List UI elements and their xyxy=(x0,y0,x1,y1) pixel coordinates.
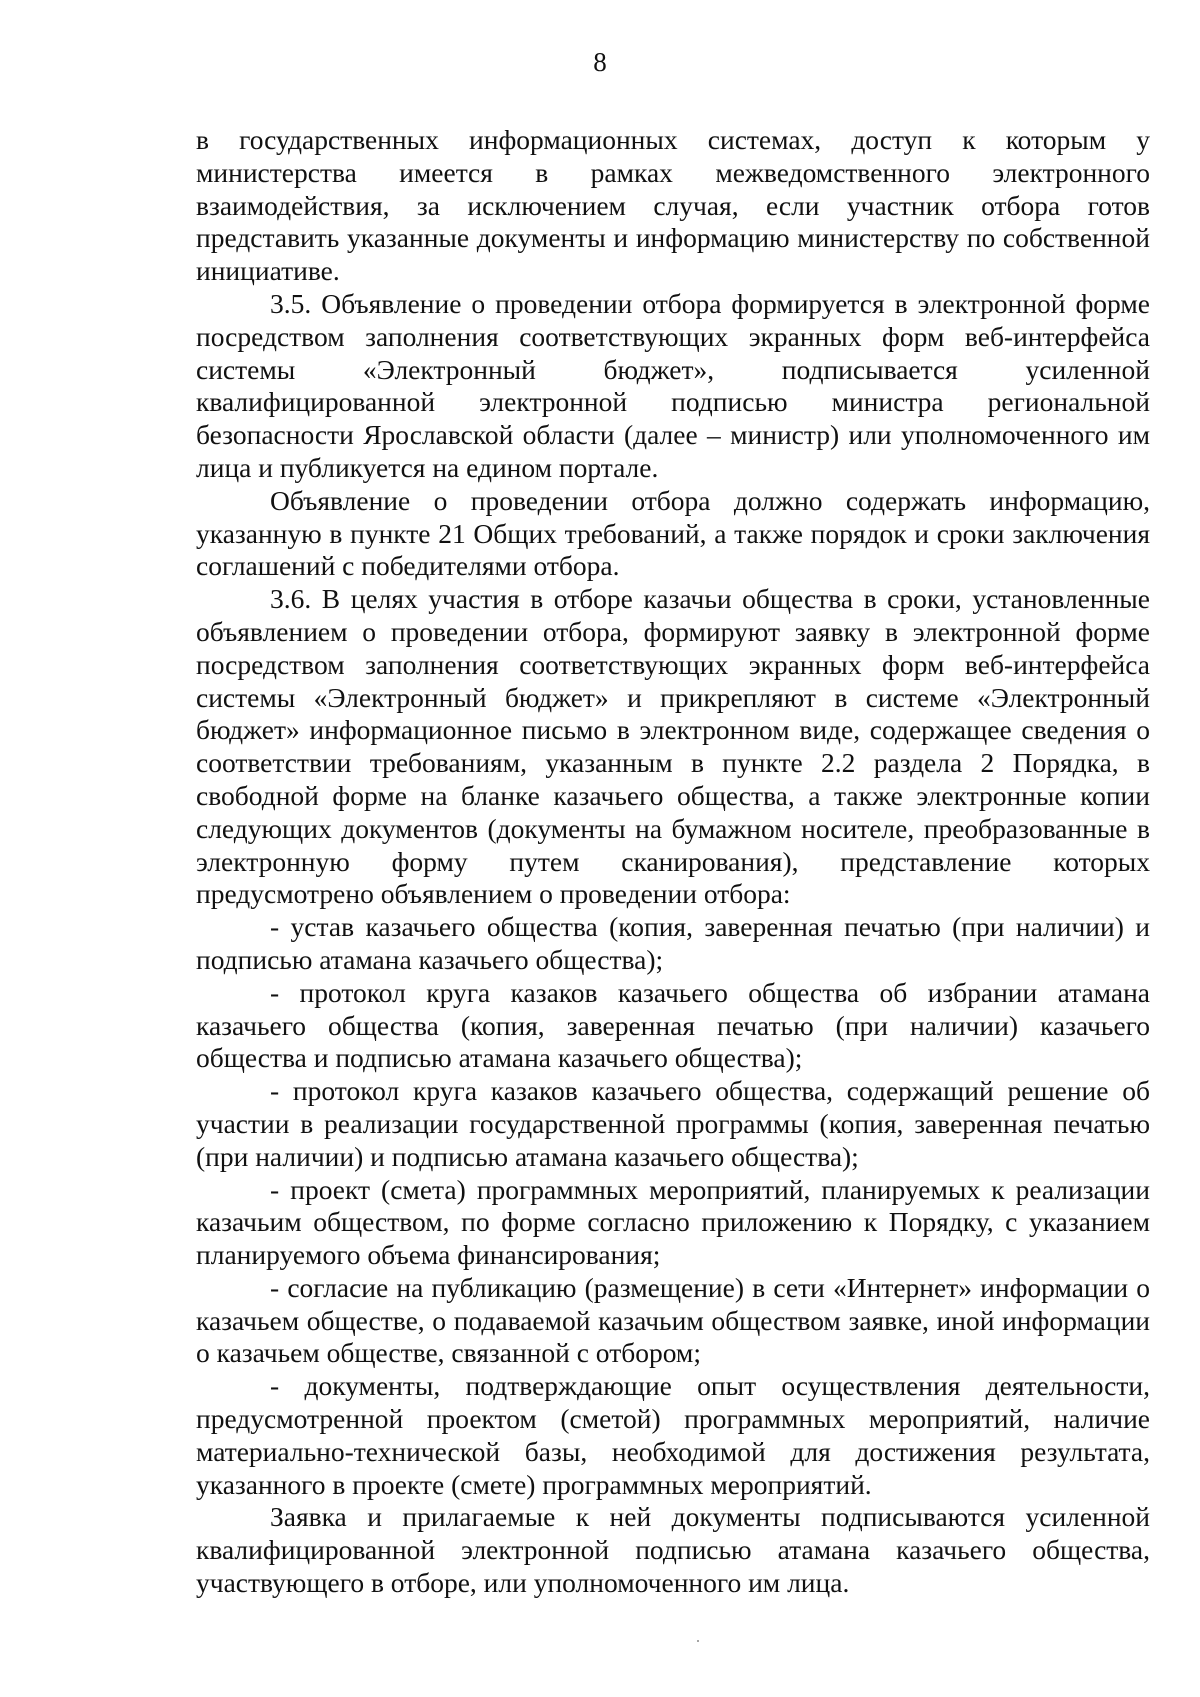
paragraph-continuation: в государственных информационных системах, доступ к которым у министерства имеется в рамках межведомственного электронного взаимодействия, за исключением случая, если участник отбора готов представить указанные документы и информацию министерству по собственной инициативе. xyxy=(196,124,1150,287)
paragraph-3-6: 3.6. В целях участия в отборе казачьи общества в сроки, установленные объявлением о проведении отбора, формируют заявку в электронной форме посредством заполнения соответствующих экранных форм веб-интерфейса системы «Электронный бюджет» и прикрепляют в системе «Электронный бюджет» информационное письмо в электронном виде, содержащее сведения о соответствии требованиям, указанным в пункте 2.2 раздела 2 Порядка, в свободной форме на бланке казачьего общества, а также электронные копии следующих документов (документы на бумажном носителе, преобразованные в электронную форму путем сканирования), представление которых предусмотрено объявлением о проведении отбора: xyxy=(196,583,1150,910)
list-item-experience-documents: - документы, подтверждающие опыт осуществления деятельности, предусмотренной проектом (сметой) программных мероприятий, наличие материально-технической базы, необходимой для достижения результата, указанного в проекте (смете) программных мероприятий. xyxy=(196,1370,1150,1500)
list-item-ataman-election-protocol: - протокол круга казаков казачьего общества об избрании атамана казачьего общества (копия, заверенная печатью (при наличии) казачьего общества и подписью атамана казачьего общества); xyxy=(196,976,1150,1074)
list-item-participation-protocol: - протокол круга казаков казачьего общества, содержащий решение об участии в реализации государственной программы (копия, заверенная печатью (при наличии) и подписью атамана казачьего общества); xyxy=(196,1075,1150,1172)
list-item-charter: - устав казачьего общества (копия, заверенная печатью (при наличии) и подписью атамана казачьего общества); xyxy=(196,911,1150,975)
paragraph-application-signature: Заявка и прилагаемые к ней документы подписываются усиленной квалифицированной электронной подписью атамана казачьего общества, участвующего в отборе, или уполномоченного им лица. xyxy=(196,1501,1150,1599)
list-item-program-estimate: - проект (смета) программных мероприятий, планируемых к реализации казачьим обществом, по форме согласно приложению к Порядку, с указанием планируемого объема финансирования; xyxy=(196,1173,1150,1271)
list-item-publication-consent: - согласие на публикацию (размещение) в сети «Интернет» информации о казачьем обществе, о подаваемой казачьим обществом заявке, иной информации о казачьем обществе, связанной с отбором; xyxy=(196,1271,1150,1369)
document-body xyxy=(196,124,1150,1600)
paragraph-announcement-content: Объявление о проведении отбора должно содержать информацию, указанную в пункте 21 Общих требований, а также порядок и сроки заключения соглашений с победителями отбора. xyxy=(196,484,1150,582)
page-number: 8 xyxy=(593,47,607,77)
paragraph-3-5: 3.5. Объявление о проведении отбора формируется в электронной форме посредством заполнения соответствующих экранных форм веб-интерфейса системы «Электронный бюджет», подписывается усиленной квалифицированной электронной подписью министра региональной безопасности Ярославской области (далее – министр) или уполномоченного им лица и публикуется на едином портале. xyxy=(196,287,1150,483)
scan-speck xyxy=(697,1640,699,1642)
